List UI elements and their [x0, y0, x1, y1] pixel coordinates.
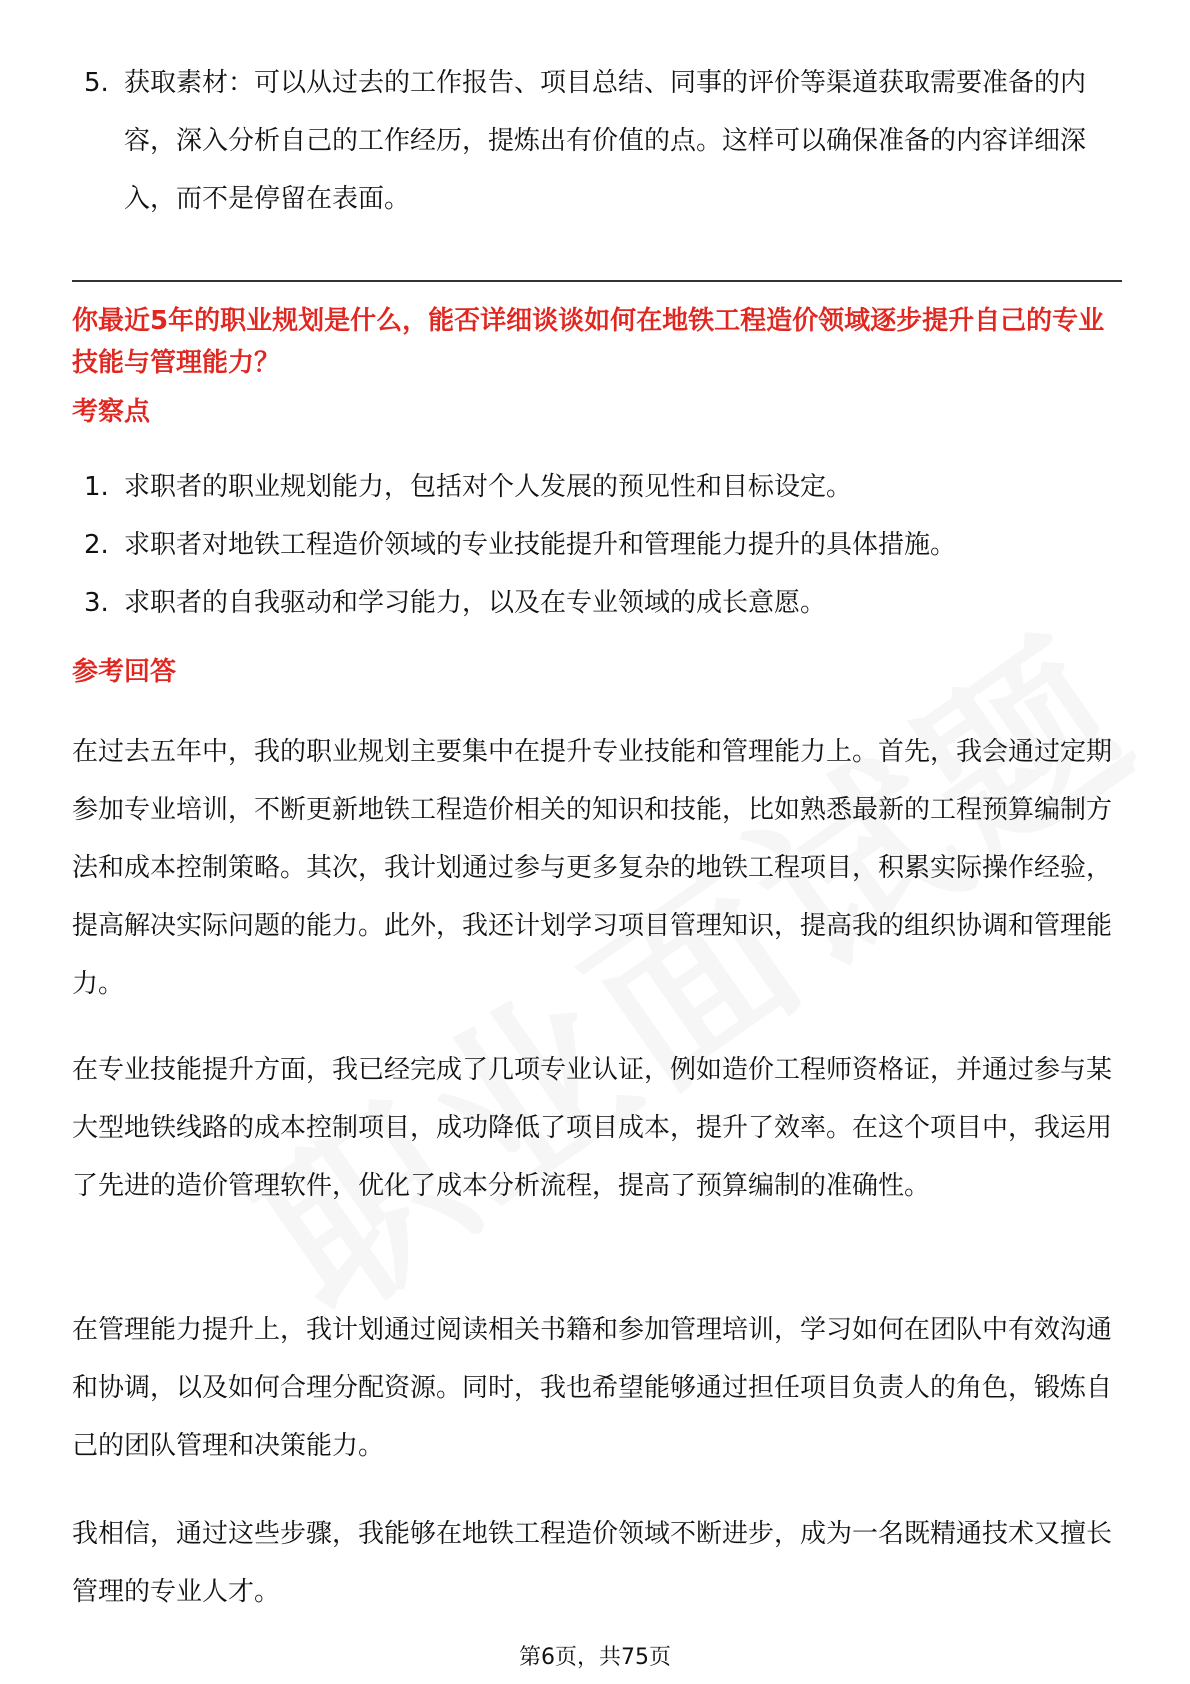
reference-answer-heading: 参考回答: [72, 657, 177, 687]
page-footer: 第6页，共75页: [519, 1645, 671, 1670]
answer-paragraph: 在过去五年中，我的职业规划主要集中在提升专业技能和管理能力上。首先，我会通过定期参加专业培训，不断更新地铁工程造价相关的知识和技能，比如熟悉最新的工程预算编制方法和成本控制策略。其次，我计划通过参与更多复杂的地铁工程项目，积累实际操作经验，提高解决实际问题的能力。此外，我还计划学习项目管理知识，提高我的组织协调和管理能力。: [72, 737, 1113, 999]
evaluation-points-list: [72, 458, 1122, 632]
list-number: 2.: [84, 530, 109, 560]
list-text: 获取素材：可以从过去的工作报告、项目总结、同事的评价等渠道获取需要准备的内容，深入分析自己的工作经历，提炼出有价值的点。这样可以确保准备的内容详细深入，而不是停留在表面。: [124, 68, 1087, 214]
previous-list: [72, 54, 1122, 228]
list-text: 求职者的职业规划能力，包括对个人发展的预见性和目标设定。: [124, 472, 853, 502]
list-number: 5.: [84, 68, 109, 98]
list-item: [72, 458, 1122, 516]
answer-paragraph: 在管理能力提升上，我计划通过阅读相关书籍和参加管理培训，学习如何在团队中有效沟通和协调，以及如何合理分配资源。同时，我也希望能够通过担任项目负责人的角色，锻炼自己的团队管理和决策能力。: [72, 1315, 1113, 1461]
answer-paragraph: 我相信，通过这些步骤，我能够在地铁工程造价领域不断进步，成为一名既精通技术又擅长管理的专业人才。: [72, 1519, 1113, 1607]
section-divider: [72, 280, 1122, 282]
list-text: 求职者的自我驱动和学习能力，以及在专业领域的成长意愿。: [124, 588, 827, 618]
list-text: 求职者对地铁工程造价领域的专业技能提升和管理能力提升的具体措施。: [124, 530, 957, 560]
list-item: [72, 54, 1122, 228]
list-number: 1.: [84, 472, 109, 502]
list-item: [72, 574, 1122, 632]
evaluation-points-heading: 考察点: [72, 397, 151, 427]
list-item: [72, 516, 1122, 574]
answer-paragraph: 在专业技能提升方面，我已经完成了几项专业认证，例如造价工程师资格证，并通过参与某大型地铁线路的成本控制项目，成功降低了项目成本，提升了效率。在这个项目中，我运用了先进的造价管理软件，优化了成本分析流程，提高了预算编制的准确性。: [72, 1055, 1113, 1201]
list-number: 3.: [84, 588, 109, 618]
question-heading: 你最近5年的职业规划是什么，能否详细谈谈如何在地铁工程造价领域逐步提升自己的专业技能与管理能力？: [72, 306, 1105, 378]
